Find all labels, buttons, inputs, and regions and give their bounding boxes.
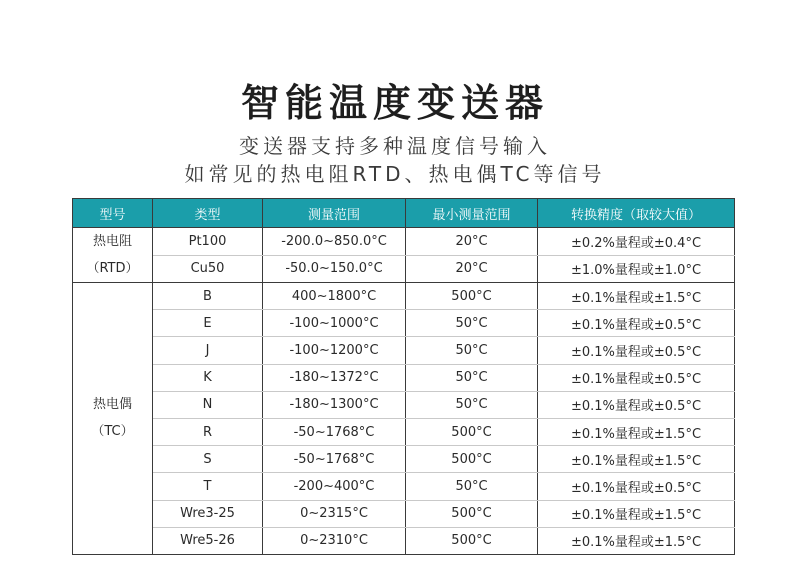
cell-accuracy: ±0.1%量程或±1.5°C — [538, 283, 735, 310]
table-row — [73, 446, 735, 473]
header-range: 测量范围 — [263, 199, 406, 228]
cell-type: Wre3-25 — [153, 500, 263, 527]
header-min-range: 最小测量范围 — [406, 199, 538, 228]
cell-range: -50.0~150.0°C — [263, 255, 406, 283]
subtitle-line-1: 变送器支持多种温度信号输入 — [239, 134, 551, 158]
cell-range: -50~1768°C — [263, 418, 406, 445]
group-cell-rtd — [73, 228, 153, 283]
cell-accuracy: ±0.1%量程或±0.5°C — [538, 310, 735, 337]
header-type: 类型 — [153, 199, 263, 228]
cell-accuracy: ±0.1%量程或±1.5°C — [538, 527, 735, 554]
table-row — [73, 337, 735, 364]
cell-range: -200~400°C — [263, 473, 406, 500]
cell-accuracy: ±0.1%量程或±1.5°C — [538, 418, 735, 445]
table-header-row — [73, 199, 735, 228]
cell-accuracy: ±0.1%量程或±0.5°C — [538, 337, 735, 364]
cell-min-range: 50°C — [406, 310, 538, 337]
cell-accuracy: ±0.1%量程或±0.5°C — [538, 473, 735, 500]
cell-accuracy: ±0.2%量程或±0.4°C — [538, 228, 735, 256]
cell-type: R — [153, 418, 263, 445]
cell-range: 0~2310°C — [263, 527, 406, 554]
table-row — [73, 255, 735, 283]
cell-type: Pt100 — [153, 228, 263, 256]
table-row — [73, 418, 735, 445]
group-cell-tc — [73, 283, 153, 555]
header-model: 型号 — [73, 199, 153, 228]
table-row — [73, 310, 735, 337]
group-sublabel-tc: （TC） — [91, 424, 134, 440]
cell-accuracy: ±1.0%量程或±1.0°C — [538, 255, 735, 283]
cell-accuracy: ±0.1%量程或±1.5°C — [538, 446, 735, 473]
cell-accuracy: ±0.1%量程或±1.5°C — [538, 500, 735, 527]
cell-type: N — [153, 391, 263, 418]
cell-type: E — [153, 310, 263, 337]
cell-min-range: 50°C — [406, 364, 538, 391]
cell-type: Wre5-26 — [153, 527, 263, 554]
table-row — [73, 500, 735, 527]
cell-min-range: 50°C — [406, 473, 538, 500]
cell-min-range: 20°C — [406, 228, 538, 256]
cell-type: B — [153, 283, 263, 310]
header-accuracy: 转换精度（取较大值） — [538, 199, 735, 228]
cell-type: S — [153, 446, 263, 473]
group-sublabel-rtd: （RTD） — [86, 261, 139, 276]
cell-min-range: 20°C — [406, 255, 538, 283]
cell-range: -100~1000°C — [263, 310, 406, 337]
group-label-rtd: 热电阻 — [92, 234, 132, 249]
cell-min-range: 500°C — [406, 446, 538, 473]
cell-min-range: 500°C — [406, 527, 538, 554]
table-row — [73, 391, 735, 418]
cell-range: -180~1300°C — [263, 391, 406, 418]
cell-range: -50~1768°C — [263, 446, 406, 473]
cell-min-range: 50°C — [406, 391, 538, 418]
table-row — [73, 228, 735, 256]
table-row — [73, 364, 735, 391]
cell-type: J — [153, 337, 263, 364]
cell-accuracy: ±0.1%量程或±0.5°C — [538, 391, 735, 418]
table-row — [73, 527, 735, 554]
subtitle-line-2: 如常见的热电阻RTD、热电偶TC等信号 — [184, 162, 606, 186]
cell-min-range: 500°C — [406, 418, 538, 445]
cell-range: -180~1372°C — [263, 364, 406, 391]
spec-table — [72, 198, 735, 555]
cell-min-range: 50°C — [406, 337, 538, 364]
cell-accuracy: ±0.1%量程或±0.5°C — [538, 364, 735, 391]
cell-range: -200.0~850.0°C — [263, 228, 406, 256]
cell-type: T — [153, 473, 263, 500]
group-label-tc: 热电偶 — [92, 397, 132, 413]
cell-range: 400~1800°C — [263, 283, 406, 310]
cell-min-range: 500°C — [406, 500, 538, 527]
table-row — [73, 283, 735, 310]
page-title: 智能温度变送器 — [240, 81, 549, 125]
table-row — [73, 473, 735, 500]
cell-type: K — [153, 364, 263, 391]
cell-min-range: 500°C — [406, 283, 538, 310]
cell-type: Cu50 — [153, 255, 263, 283]
cell-range: -100~1200°C — [263, 337, 406, 364]
cell-range: 0~2315°C — [263, 500, 406, 527]
